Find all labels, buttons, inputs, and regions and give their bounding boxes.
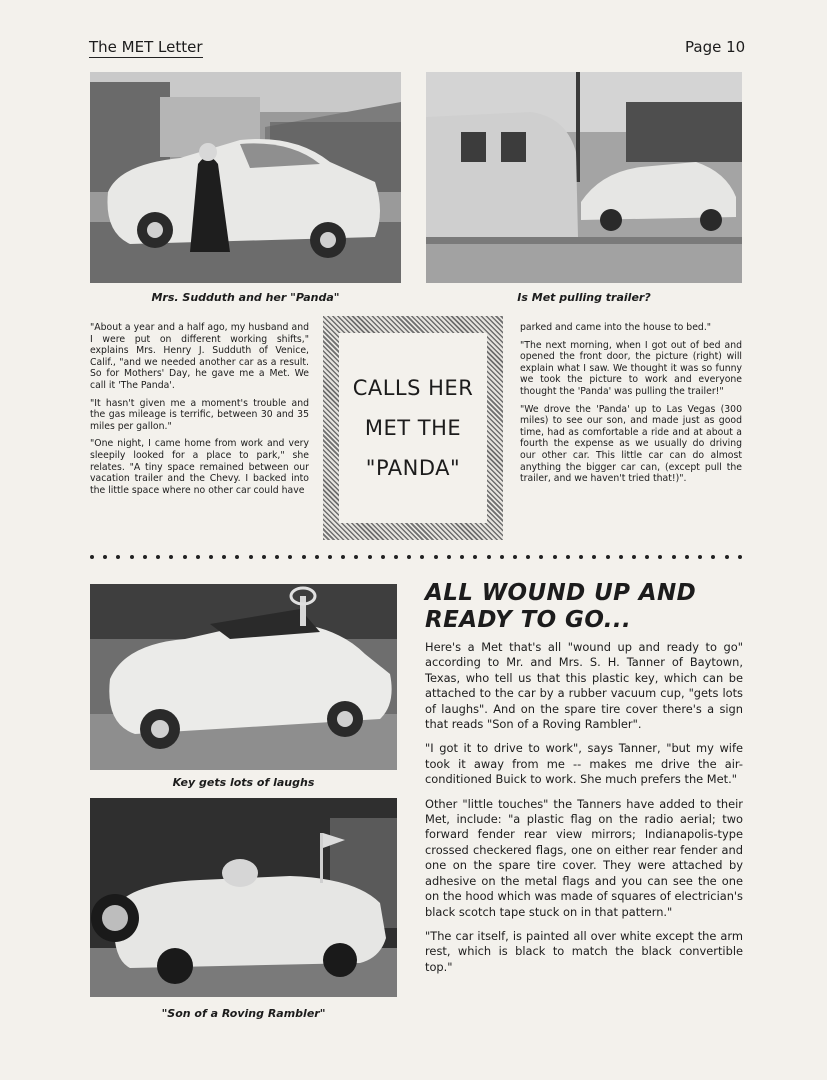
caption-photo-3: Key gets lots of laughs: [172, 776, 315, 789]
story2-headline-line: READY TO GO...: [425, 607, 632, 633]
caption-photo-4: "Son of a Roving Rambler": [161, 1007, 326, 1020]
caption-photo-2: Is Met pulling trailer?: [517, 291, 651, 304]
divider-dot: [460, 555, 464, 559]
story1-title-line: "PANDA": [365, 456, 461, 480]
photo-sudduth-panda: [90, 72, 401, 283]
divider-dot: [235, 555, 239, 559]
divider-dot: [672, 555, 676, 559]
photo-roving-rambler: [90, 798, 397, 997]
divider-dot: [275, 555, 279, 559]
divider-dot: [196, 555, 200, 559]
divider-dot: [487, 555, 491, 559]
divider-dot: [539, 555, 543, 559]
story1-right-paragraph: parked and came into the house to bed.": [520, 322, 712, 333]
divider-dot: [434, 555, 438, 559]
story2-paragraph: "I got it to drive to work", says Tanner, "but my wife took it away from me -- makes me drive the air-conditioned Buick to work. She much prefers the Met.": [425, 741, 743, 787]
story1-left-paragraph: "It hasn't given me a moment's trouble and the gas mileage is terrific, between 30 and 35 miles per gallon.": [90, 397, 309, 432]
divider-dot: [368, 555, 372, 559]
divider-dot: [381, 555, 385, 559]
story1-right-paragraph: "The next morning, when I got out of bed and opened the front door, the picture (right) will explain what I saw. We thought it was so funny we took the picture to work and everyone thought the 'Panda' was pulling the trailer!": [520, 339, 742, 397]
divider-dot: [725, 555, 729, 559]
divider-dot: [447, 555, 451, 559]
divider-dot: [354, 555, 358, 559]
divider-dot: [685, 555, 689, 559]
divider-dot: [513, 555, 517, 559]
divider-dot: [315, 555, 319, 559]
divider-dot: [526, 555, 530, 559]
dotted-divider: [90, 551, 742, 563]
divider-dot: [566, 555, 570, 559]
divider-dot: [169, 555, 173, 559]
story1-title-line: MET THE: [364, 416, 462, 440]
divider-dot: [606, 555, 610, 559]
divider-dot: [500, 555, 504, 559]
divider-dot: [632, 555, 636, 559]
divider-dot: [579, 555, 583, 559]
divider-dot: [658, 555, 662, 559]
divider-dot: [619, 555, 623, 559]
photo-key-car: [90, 584, 397, 770]
divider-dot: [183, 555, 187, 559]
publication-title: The MET Letter: [89, 38, 203, 56]
story2-paragraph: Other "little touches" the Tanners have added to their Met, include: "a plastic flag on the radio aerial; two forward fender rear view mirrors; Indianapolis-type crossed checkered flags, one on either rear fender and one on the spare tire cover. They were attached by adhesive on the metal flags and you can see the one on the hood which was made of squares of electrician's black scotch tape stuck on in that pattern.": [425, 796, 743, 919]
divider-dot: [116, 555, 120, 559]
divider-dot: [209, 555, 213, 559]
divider-dot: [288, 555, 292, 559]
divider-dot: [738, 555, 742, 559]
divider-dot: [394, 555, 398, 559]
divider-dot: [341, 555, 345, 559]
divider-dot: [302, 555, 306, 559]
story2-headline-line: ALL WOUND UP AND: [425, 580, 697, 606]
divider-dot: [711, 555, 715, 559]
story1-left-column: [90, 322, 309, 502]
story2-paragraph: Here's a Met that's all "wound up and ready to go" according to Mr. and Mrs. S. H. Tanner of Baytown, Texas, who tell us that this plastic key, which can be attached to the car by a rubber vacuum cup, "gets lots of laughs". And on the spare tire cover there's a sign that reads "Son of a Roving Rambler".: [425, 640, 743, 732]
story2-paragraph: "The car itself, is painted all over white except the arm rest, which is black to match the black convertible top.": [425, 928, 743, 974]
story1-left-paragraph: "About a year and a half ago, my husband and I were put on different working shifts," explains Mrs. Henry J. Sudduth of Venice, Calif., "and we needed another car as a result. So for Mothers' Day, he gave me a Met. We call it 'The Panda'.: [90, 322, 309, 391]
divider-dot: [420, 555, 424, 559]
divider-dot: [473, 555, 477, 559]
divider-dot: [130, 555, 134, 559]
title-box: [339, 333, 487, 523]
divider-dot: [90, 555, 94, 559]
divider-dot: [592, 555, 596, 559]
divider-dot: [407, 555, 411, 559]
story2-headline: [425, 580, 745, 634]
divider-dot: [222, 555, 226, 559]
divider-dot: [553, 555, 557, 559]
divider-dot: [698, 555, 702, 559]
page-number: Page 10: [685, 38, 746, 56]
divider-dot: [156, 555, 160, 559]
divider-dot: [645, 555, 649, 559]
photo-met-trailer: [426, 72, 742, 283]
caption-photo-1: Mrs. Sudduth and her "Panda": [151, 291, 340, 304]
story2-body: [425, 640, 743, 984]
story1-title-line: CALLS HER: [352, 376, 474, 400]
story1-left-paragraph: "One night, I came home from work and very sleepily looked for a place to park," she relates. "A tiny space remained between our vacation trailer and the Chevy. I backed into the little space where no other car could have: [90, 438, 309, 496]
divider-dot: [103, 555, 107, 559]
story1-right-paragraph: "We drove the 'Panda' up to Las Vegas (300 miles) to see our son, and made just as good time, had as comfortable a ride and at about a fourth the expense as we usually do driving our other car. This little car can do almost anything the bigger car can, (except pull the trailer, and we haven't tried that!)".: [520, 403, 742, 485]
divider-dot: [328, 555, 332, 559]
divider-dot: [143, 555, 147, 559]
divider-dot: [249, 555, 253, 559]
divider-dot: [262, 555, 266, 559]
story1-right-column: [520, 322, 742, 491]
